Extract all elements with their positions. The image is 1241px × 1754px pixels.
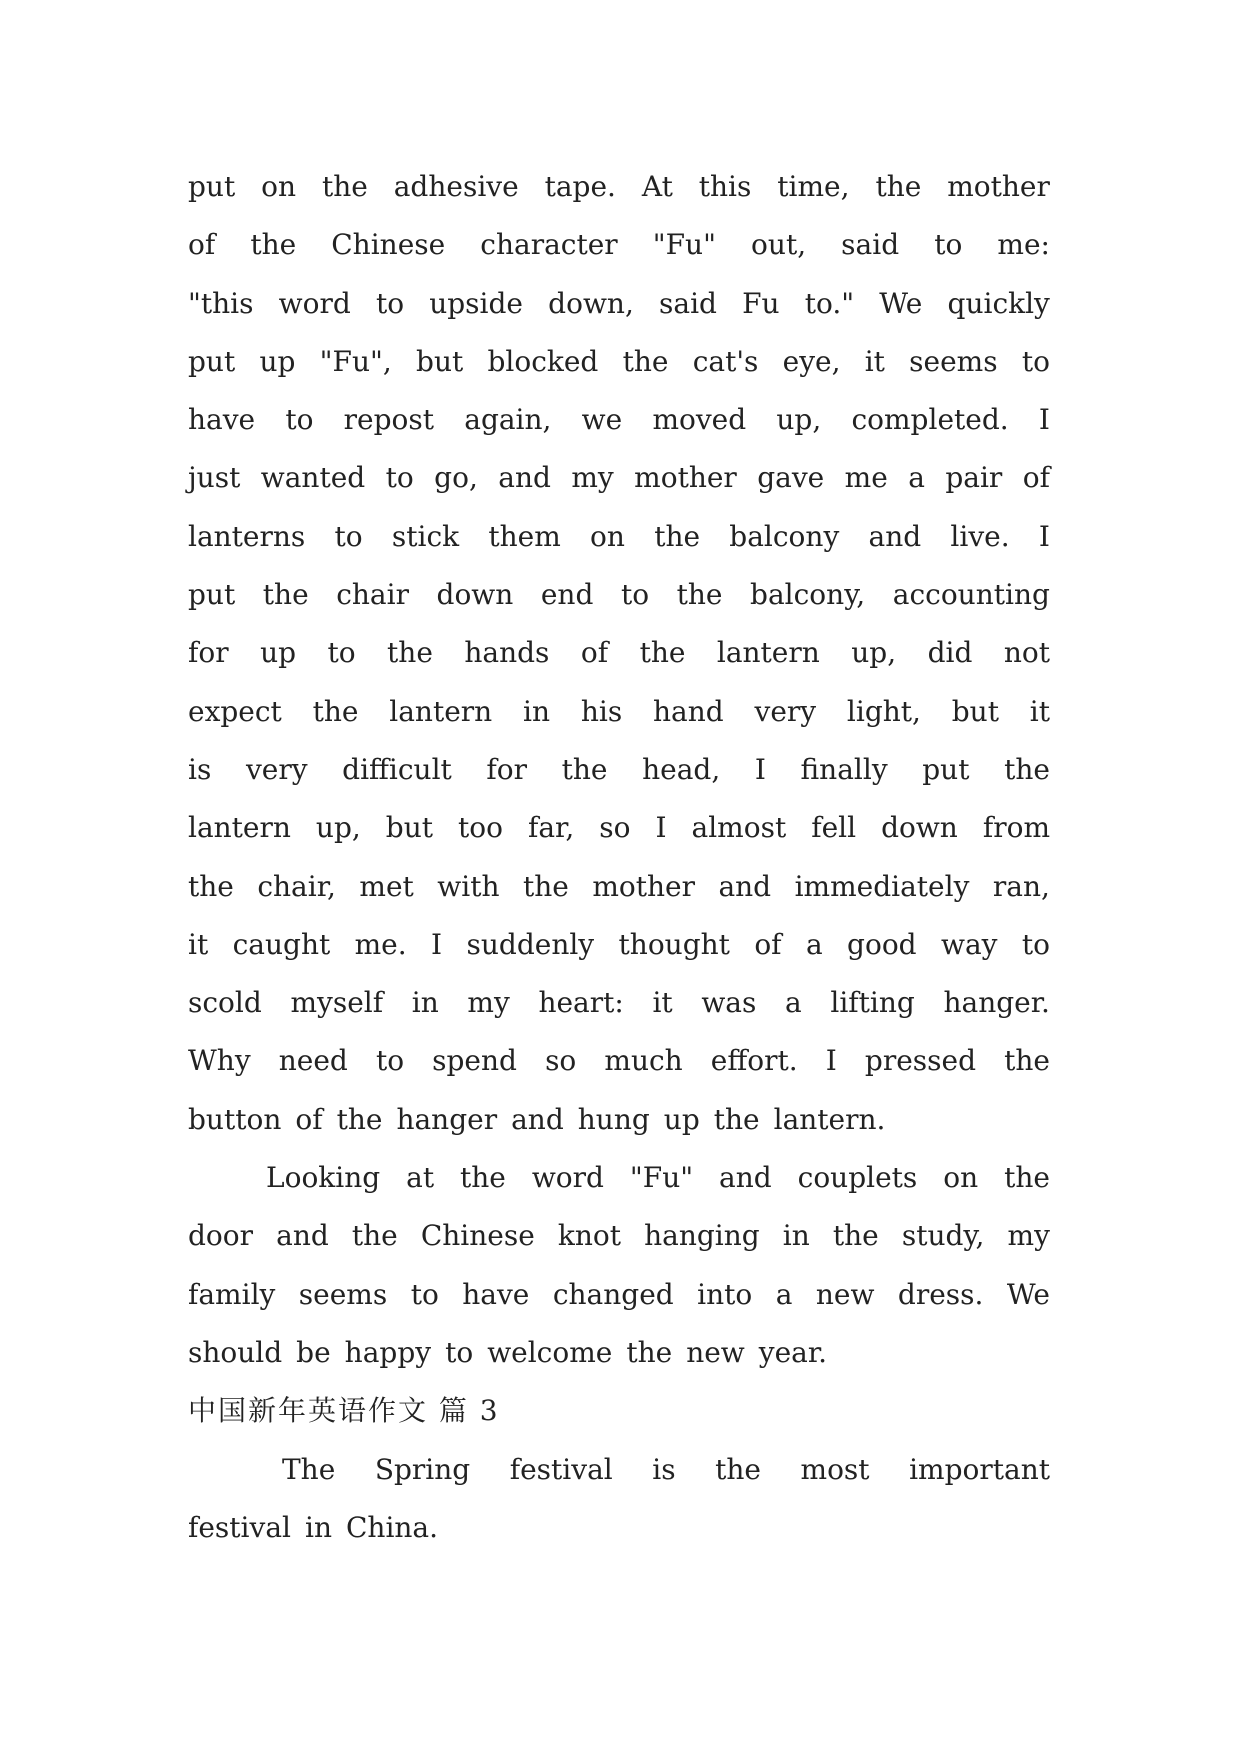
text-line — [188, 1091, 1050, 1149]
word: caught — [232, 927, 331, 961]
word: from — [982, 811, 1050, 845]
word: I — [754, 752, 766, 786]
word: this — [698, 170, 752, 203]
word: and — [498, 461, 551, 495]
word: on — [261, 170, 297, 203]
word: immediately — [794, 869, 970, 903]
word: the — [1004, 1044, 1050, 1078]
text-line — [188, 858, 1050, 916]
word: accounting — [892, 578, 1050, 612]
word: new — [686, 1335, 745, 1369]
word: to." — [804, 286, 855, 320]
text-line — [188, 1207, 1050, 1265]
word: pressed — [864, 1044, 977, 1078]
word: hanger. — [943, 986, 1050, 1020]
word: was — [701, 986, 757, 1020]
word: word — [531, 1161, 604, 1195]
text-line — [188, 974, 1050, 1032]
word: end — [540, 578, 594, 612]
word: very — [245, 752, 308, 786]
word: the — [522, 869, 569, 903]
word: too — [458, 811, 503, 845]
word: hanging — [644, 1219, 760, 1253]
word: gave — [757, 461, 825, 495]
word: thought — [618, 927, 730, 961]
word: of — [188, 228, 216, 262]
word: myself — [290, 986, 384, 1020]
word: most — [800, 1452, 870, 1486]
word: word — [278, 286, 351, 320]
word: hung — [577, 1102, 650, 1136]
word: to — [375, 286, 405, 320]
word: chair — [336, 578, 409, 612]
word: and — [868, 519, 922, 553]
word: couplets — [797, 1161, 918, 1195]
word: the — [312, 694, 359, 728]
word: chair, — [257, 869, 336, 903]
text-line — [188, 275, 1050, 333]
word: fell — [811, 811, 857, 845]
text-line — [188, 1032, 1050, 1090]
word: to — [1021, 344, 1050, 378]
text-line — [188, 1324, 1050, 1382]
word: much — [604, 1044, 683, 1078]
word: mother — [592, 869, 695, 903]
word: China. — [345, 1510, 439, 1544]
word: important — [909, 1452, 1050, 1486]
word: with — [437, 869, 500, 903]
word: for — [188, 636, 229, 670]
text-line — [188, 741, 1050, 799]
word: to — [934, 228, 963, 262]
word: them — [488, 519, 561, 553]
word: and — [719, 1161, 772, 1195]
word: did — [927, 636, 973, 670]
word: tape. — [544, 170, 616, 203]
word: to — [285, 403, 314, 437]
word: ran, — [992, 869, 1050, 903]
word: hands — [464, 636, 550, 670]
word: me — [844, 461, 888, 495]
word: family — [188, 1277, 276, 1311]
word: wanted — [260, 461, 366, 495]
word: lanterns — [188, 519, 306, 553]
word: should — [188, 1335, 283, 1369]
word: changed — [552, 1277, 674, 1311]
word: upside — [429, 286, 523, 320]
word: to — [375, 1044, 405, 1078]
word: said — [659, 286, 717, 320]
word: at — [406, 1161, 435, 1195]
word: "Fu" — [629, 1161, 694, 1195]
word: button — [188, 1102, 282, 1136]
word: I — [1038, 403, 1050, 437]
word: up, — [776, 403, 822, 437]
word: for — [486, 752, 528, 786]
word: and — [718, 869, 772, 903]
word: to — [334, 519, 363, 553]
word: suddenly — [466, 927, 595, 961]
word: out, — [751, 228, 807, 262]
word: in — [304, 1510, 332, 1544]
word: character — [480, 228, 618, 262]
word: very — [754, 694, 817, 728]
text-line — [188, 799, 1050, 857]
word: the — [676, 578, 723, 612]
word: a — [785, 986, 802, 1020]
word: put — [188, 170, 236, 203]
word: we — [581, 403, 623, 437]
word: the — [715, 1452, 761, 1486]
word: and — [276, 1219, 329, 1253]
word: again, — [464, 403, 552, 437]
word: me: — [997, 228, 1050, 262]
section-heading: 中国新年英语作文 篇 3 — [188, 1394, 500, 1428]
text-line — [188, 391, 1050, 449]
word: balcony — [729, 519, 840, 553]
word: The — [282, 1452, 336, 1486]
word: the — [622, 344, 669, 378]
word: my — [571, 461, 614, 495]
word: and — [511, 1102, 564, 1136]
word: happy — [344, 1335, 432, 1369]
word: the — [654, 519, 701, 553]
word: repost — [343, 403, 435, 437]
word: the — [639, 636, 686, 670]
word: Why — [188, 1044, 251, 1078]
word: "this — [188, 286, 254, 320]
word: mother — [947, 170, 1050, 203]
word: my — [467, 986, 510, 1020]
word: the — [713, 1102, 760, 1136]
word: of — [1022, 461, 1050, 495]
word: the — [875, 170, 922, 203]
word: completed. — [851, 403, 1009, 437]
word: up — [663, 1102, 700, 1136]
word: on — [943, 1161, 979, 1195]
word: study, — [901, 1219, 985, 1253]
word: good — [847, 927, 917, 961]
word: up — [260, 636, 297, 670]
word: to — [1021, 927, 1050, 961]
word: but — [951, 694, 999, 728]
word: so — [599, 811, 631, 845]
word: seems — [909, 344, 998, 378]
word: a — [805, 927, 823, 961]
word: expect — [188, 694, 282, 728]
text-line — [188, 449, 1050, 507]
word: I — [431, 927, 443, 961]
word: stick — [391, 519, 460, 553]
word: spend — [432, 1044, 517, 1078]
word: knot — [557, 1219, 621, 1253]
word: the — [460, 1161, 506, 1195]
word: time, — [777, 170, 850, 203]
word: to — [385, 461, 414, 495]
word: quickly — [947, 286, 1050, 320]
word: the — [262, 578, 309, 612]
word: Looking — [266, 1161, 381, 1195]
word: it — [1029, 694, 1050, 728]
word: eye, — [782, 344, 841, 378]
word: it — [864, 344, 885, 378]
word: go, — [434, 461, 478, 495]
text-line — [188, 216, 1050, 274]
word: head, — [642, 752, 721, 786]
text-line — [188, 624, 1050, 682]
word: put — [188, 344, 236, 378]
word: blocked — [487, 344, 599, 378]
word: balcony, — [750, 578, 866, 612]
word: adhesive — [393, 170, 519, 203]
word: hanger — [396, 1102, 498, 1136]
word: Fu — [742, 286, 780, 320]
word: put — [922, 752, 970, 786]
word: difficult — [342, 752, 452, 786]
word: cat's — [692, 344, 759, 378]
word: lantern — [716, 636, 820, 670]
word: scold — [188, 986, 262, 1020]
word: not — [1003, 636, 1050, 670]
word: to — [620, 578, 650, 612]
text-line — [188, 508, 1050, 566]
word: I — [655, 811, 667, 845]
word: I — [1038, 519, 1050, 553]
word: the — [321, 170, 368, 203]
word: At — [641, 170, 673, 203]
word: Spring — [374, 1452, 471, 1486]
text-line — [188, 916, 1050, 974]
word: met — [359, 869, 414, 903]
word: a — [775, 1277, 793, 1311]
word: said — [841, 228, 900, 262]
paragraph-1 — [188, 158, 1050, 1149]
word: down — [436, 578, 514, 612]
paragraph-3 — [188, 1441, 1050, 1558]
word: welcome — [487, 1335, 613, 1369]
word: new — [815, 1277, 875, 1311]
word: up, — [315, 811, 361, 845]
word: down, — [548, 286, 634, 320]
word: festival — [509, 1452, 613, 1486]
word: almost — [691, 811, 787, 845]
paragraph-2 — [188, 1149, 1050, 1382]
word: but — [385, 811, 433, 845]
text-line — [188, 1441, 1050, 1499]
word: have — [188, 403, 256, 437]
document-body — [188, 158, 1050, 1557]
word: me. — [354, 927, 407, 961]
word: so — [545, 1044, 577, 1078]
text-line — [188, 333, 1050, 391]
word: Chinese — [420, 1219, 535, 1253]
word: to — [445, 1335, 474, 1369]
word: pair — [945, 461, 1003, 495]
word: on — [590, 519, 625, 553]
word: just — [188, 461, 241, 495]
word: I — [825, 1044, 837, 1078]
word: hand — [653, 694, 724, 728]
word: lantern — [389, 694, 493, 728]
word: of — [580, 636, 609, 670]
word: is — [652, 1452, 676, 1486]
word: up, — [851, 636, 897, 670]
word: the — [387, 636, 433, 670]
word: into — [697, 1277, 753, 1311]
word: "Fu" — [652, 228, 716, 262]
word: in — [782, 1219, 810, 1253]
word: festival — [188, 1510, 291, 1544]
word: it — [652, 986, 673, 1020]
word: but — [416, 344, 464, 378]
word: the — [336, 1102, 383, 1136]
word: lifting — [830, 986, 915, 1020]
word: far, — [527, 811, 575, 845]
text-line — [188, 683, 1050, 741]
text-line — [188, 566, 1050, 624]
word: the — [626, 1335, 673, 1369]
word: door — [188, 1219, 254, 1253]
word: lantern — [188, 811, 291, 845]
word: of — [295, 1102, 323, 1136]
word: the — [561, 752, 608, 786]
word: light, — [846, 694, 921, 728]
word: to — [327, 636, 356, 670]
word: the — [351, 1219, 398, 1253]
word: way — [940, 927, 998, 961]
text-line — [188, 1266, 1050, 1324]
word: is — [188, 752, 212, 786]
word: to — [410, 1277, 439, 1311]
word: "Fu", — [319, 344, 392, 378]
word: his — [580, 694, 623, 728]
word: the — [250, 228, 297, 262]
word: a — [908, 461, 925, 495]
word: Chinese — [331, 228, 446, 262]
word: We — [879, 286, 923, 320]
text-line — [188, 158, 1050, 216]
word: up — [259, 344, 296, 378]
word: the — [188, 869, 234, 903]
word: put — [188, 578, 236, 612]
word: seems — [298, 1277, 388, 1311]
word: in — [411, 986, 439, 1020]
word: effort. — [710, 1044, 798, 1078]
word: of — [754, 927, 782, 961]
word: live. — [950, 519, 1010, 553]
word: heart: — [538, 986, 624, 1020]
word: the — [1004, 752, 1050, 786]
word: moved — [652, 403, 747, 437]
text-line — [188, 1149, 1050, 1207]
word: the — [1004, 1161, 1050, 1195]
word: be — [296, 1335, 331, 1369]
word: lantern. — [773, 1102, 886, 1136]
word: finally — [800, 752, 888, 786]
word: it — [188, 927, 209, 961]
word: year. — [758, 1335, 828, 1369]
word: dress. — [897, 1277, 984, 1311]
word: my — [1007, 1219, 1050, 1253]
text-line — [188, 1499, 1050, 1557]
word: need — [278, 1044, 348, 1078]
word: in — [523, 694, 551, 728]
word: down — [881, 811, 958, 845]
word: We — [1006, 1277, 1050, 1311]
word: the — [832, 1219, 879, 1253]
word: mother — [634, 461, 737, 495]
word: have — [462, 1277, 530, 1311]
